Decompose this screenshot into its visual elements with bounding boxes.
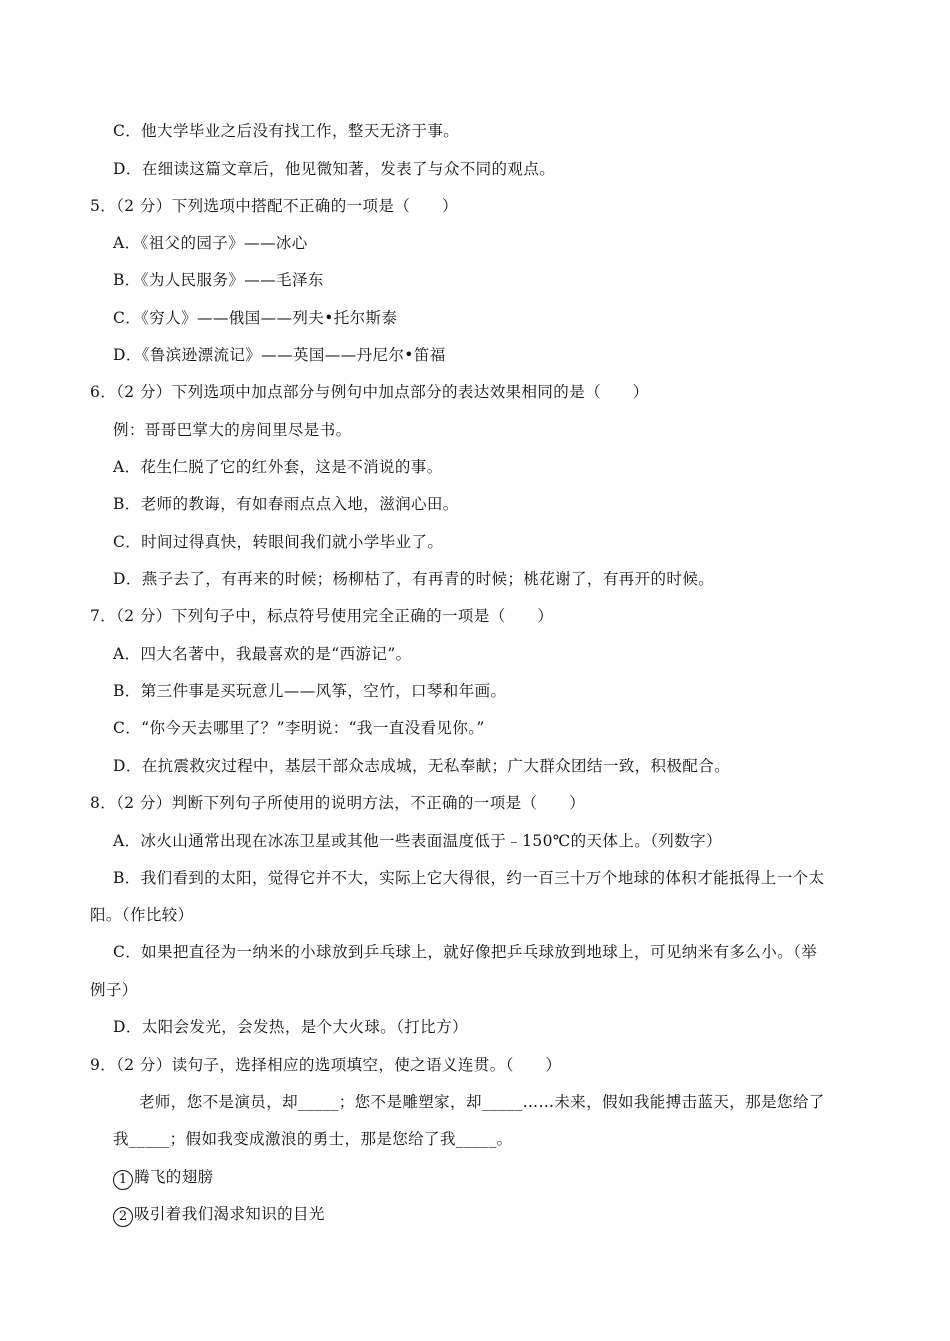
q5-option-c: C．《穷人》——俄国——列夫•托尔斯泰 <box>113 309 398 327</box>
circled-number-1: 1 <box>113 1170 133 1190</box>
q6-example: 例：哥哥巴掌大的房间里尽是书。 <box>113 421 352 439</box>
q7-option-d: D．在抗震救灾过程中，基层干部众志成城，无私奉献；广大群众团结一致，积极配合。 <box>113 757 731 775</box>
q9-choice-1 <box>113 1167 214 1190</box>
q8-option-c-continuation: 例子） <box>90 981 138 999</box>
q8-option-a: A．冰火山通常出现在冰冻卫星或其他一些表面温度低于﹣150℃的天体上。（列数字） <box>113 832 722 850</box>
q6-stem: 6．（2 分）下列选项中加点部分与例句中加点部分的表达效果相同的是（ ） <box>90 383 649 401</box>
q5-stem: 5．（2 分）下列选项中搭配不正确的一项是（ ） <box>90 197 458 215</box>
q7-stem: 7．（2 分）下列句子中，标点符号使用完全正确的一项是（ ） <box>90 607 554 625</box>
q9-choice-1-text: 腾飞的翅膀 <box>134 1168 214 1186</box>
q5-option-b: B．《为人民服务》——毛泽东 <box>113 271 324 289</box>
q8-stem: 8．（2 分）判断下列句子所使用的说明方法，不正确的一项是（ ） <box>90 794 586 812</box>
q4-option-c: C．他大学毕业之后没有找工作，整天无济于事。 <box>113 122 460 140</box>
q7-option-a: A．四大名著中，我最喜欢的是“西游记”。 <box>113 645 412 663</box>
q8-option-b: B．我们看到的太阳，觉得它并不大，实际上它大得很，约一百三十万个地球的体积才能抵得上一个太 <box>113 869 825 887</box>
q5-option-a: A．《祖父的园子》——冰心 <box>113 234 308 252</box>
q5-option-d: D．《鲁滨逊漂流记》——英国——丹尼尔•笛福 <box>113 346 446 364</box>
q4-option-d: D．在细读这篇文章后，他见微知著，发表了与众不同的观点。 <box>113 160 556 178</box>
q8-option-d: D．太阳会发光，会发热，是个大火球。（打比方） <box>113 1018 468 1036</box>
q9-stem: 9．（2 分）读句子，选择相应的选项填空，使之语义连贯。（ ） <box>90 1056 562 1074</box>
q9-choice-2 <box>113 1204 325 1227</box>
q6-option-d: D．燕子去了，有再来的时候；杨柳枯了，有再青的时候；桃花谢了，有再开的时候。 <box>113 570 715 588</box>
circled-number-2: 2 <box>113 1207 133 1227</box>
q8-option-c: C．如果把直径为一纳米的小球放到乒乓球上，就好像把乒乓球放到地球上，可见纳米有多么小。（举 <box>113 943 818 961</box>
q9-passage-line-1: 老师，您不是演员，却_____；您不是雕塑家，却_____……未来，假如我能搏击蓝天，那是您给了 <box>139 1093 825 1111</box>
q7-option-b: B．第三件事是买玩意儿——风筝，空竹，口琴和年画。 <box>113 682 507 700</box>
q9-passage-line-2: 我_____；假如我变成激浪的勇士，那是您给了我_____。 <box>113 1130 513 1148</box>
q6-option-b: B．老师的教诲，有如春雨点点入地，滋润心田。 <box>113 495 459 513</box>
q7-option-c: C．“你今天去哪里了？”李明说：“我一直没看见你。” <box>113 719 485 737</box>
q8-option-b-continuation: 阳。（作比较） <box>90 906 194 924</box>
q6-option-c: C．时间过得真快，转眼间我们就小学毕业了。 <box>113 533 444 551</box>
q9-choice-2-text: 吸引着我们渴求知识的目光 <box>134 1205 325 1223</box>
q6-option-a: A．花生仁脱了它的红外套，这是不消说的事。 <box>113 458 443 476</box>
